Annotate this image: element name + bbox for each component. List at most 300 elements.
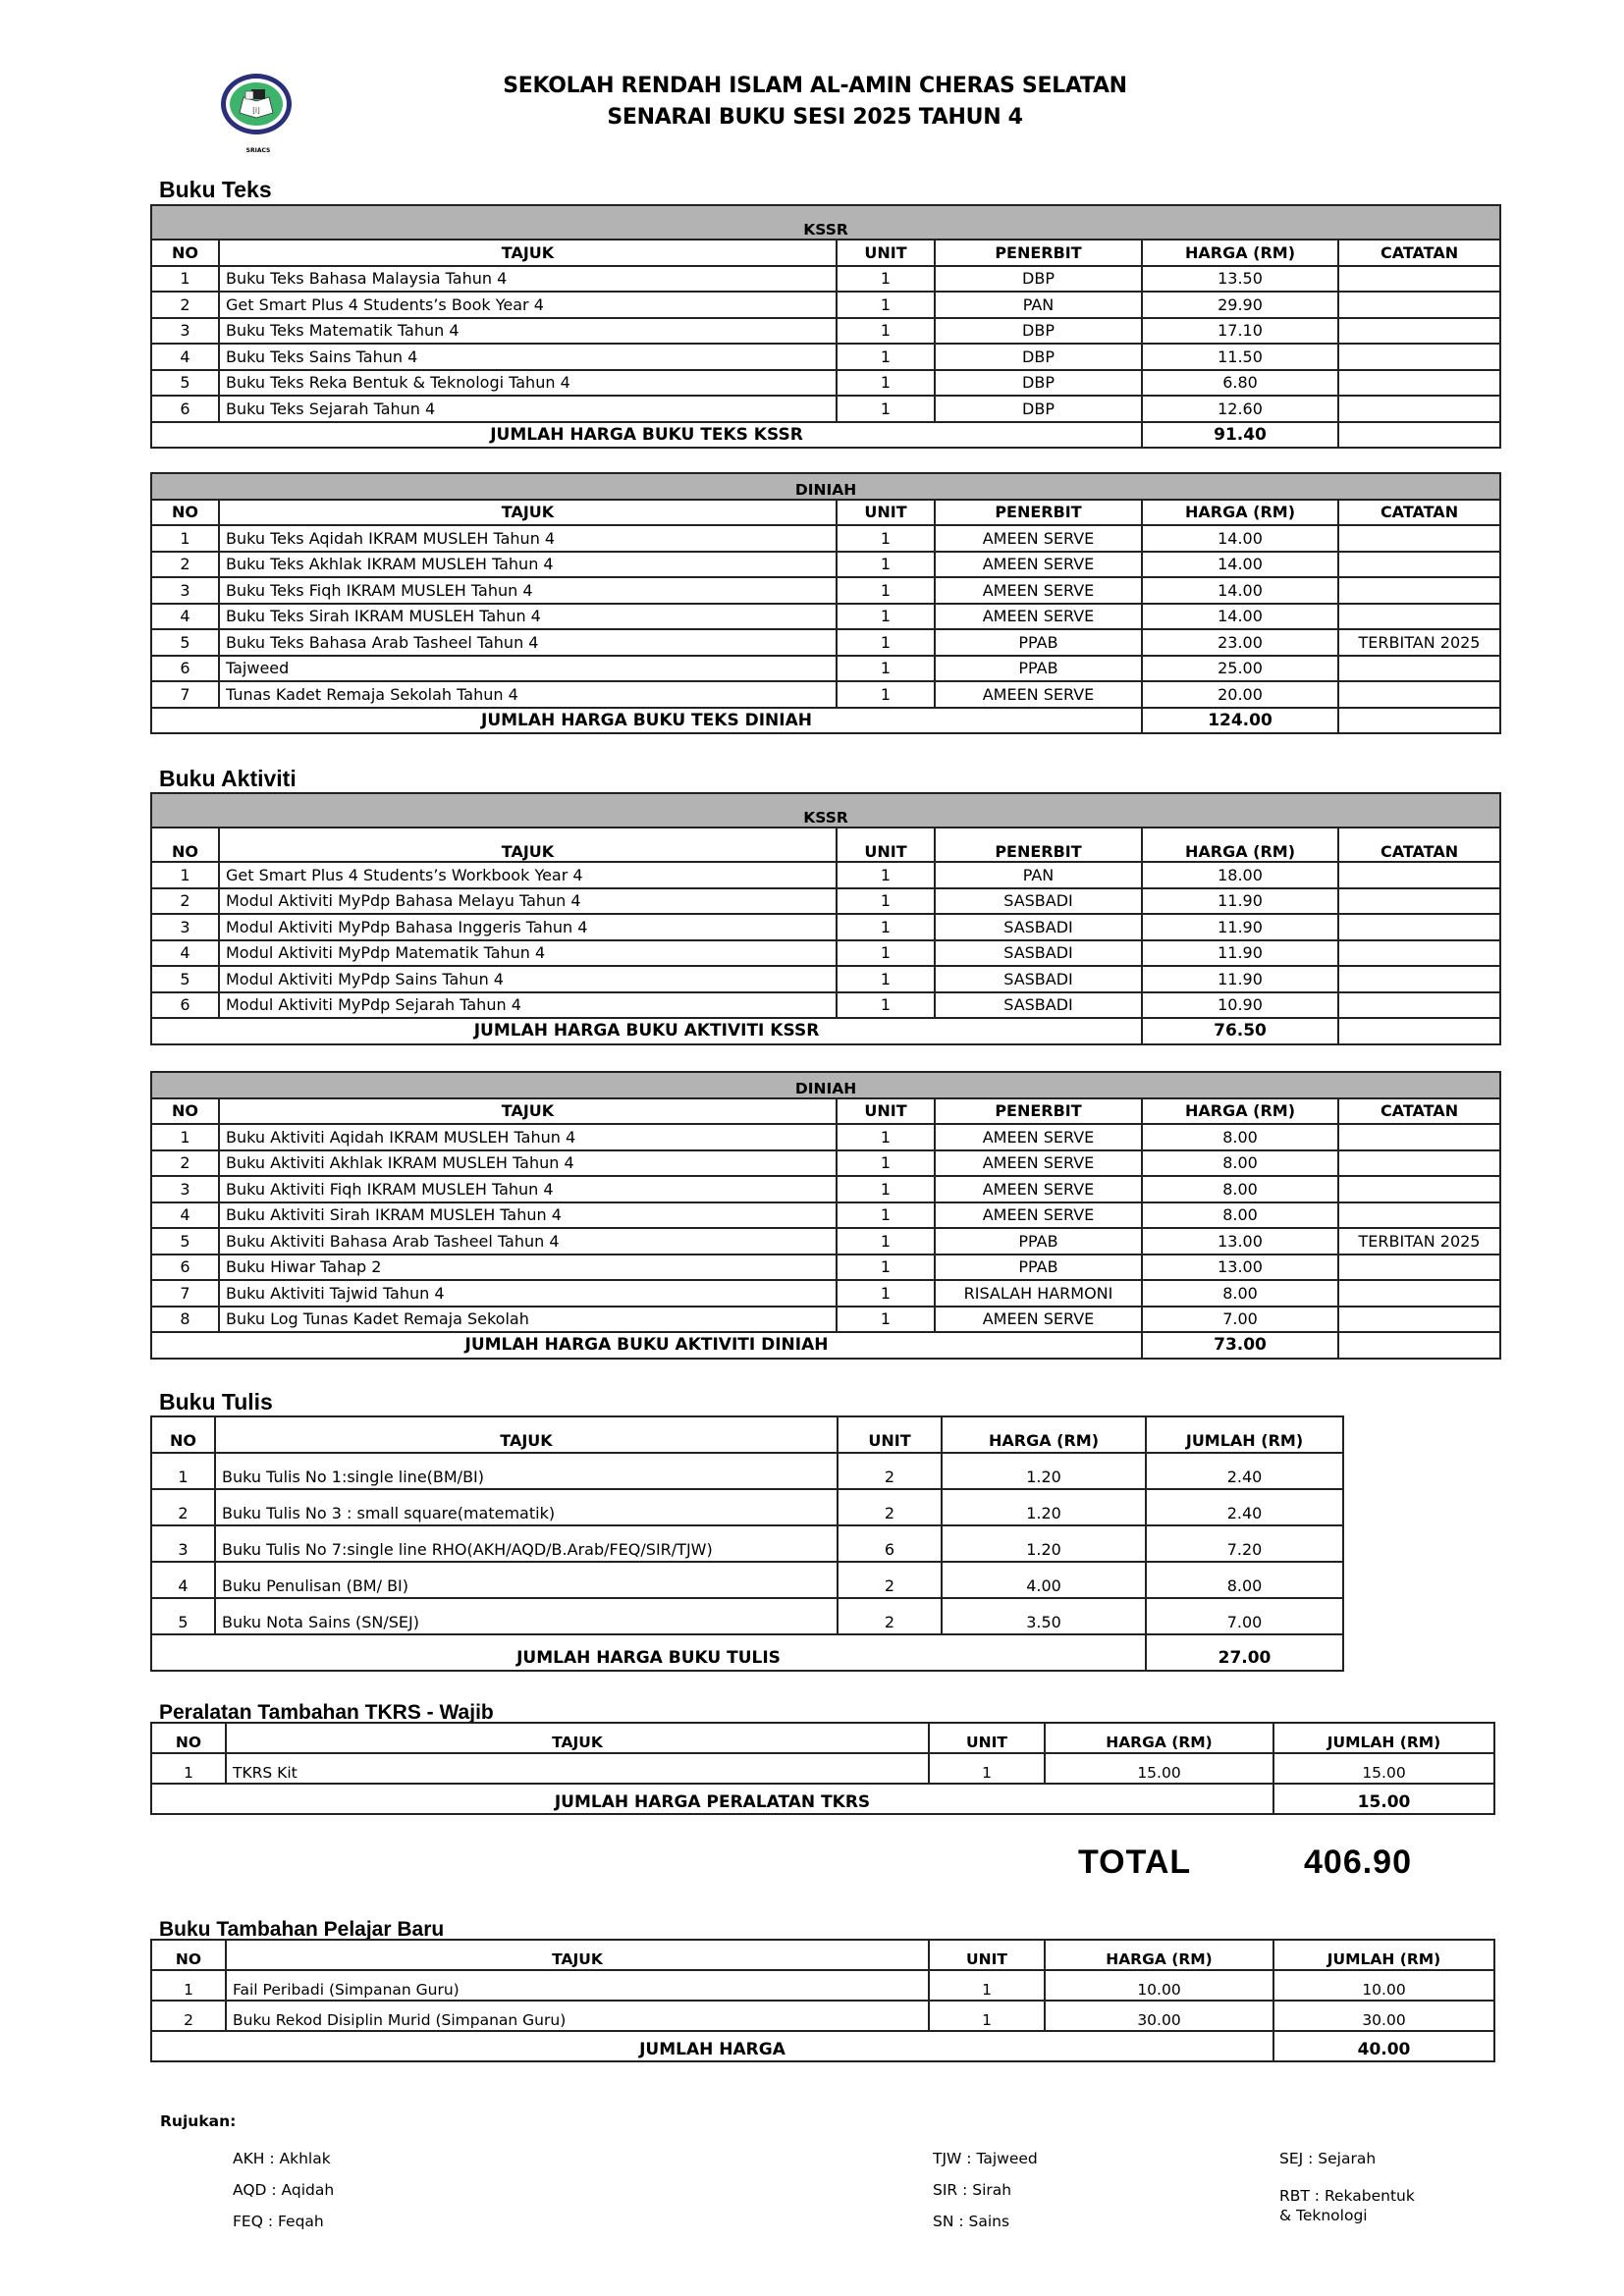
cell-no: 3 [151,318,219,345]
col-catatan: CATATAN [1338,240,1500,266]
cell-penerbit: DBP [935,396,1142,422]
cell-no: 4 [151,940,219,967]
cell-no: 1 [151,1753,226,1784]
cell-tajuk: Buku Teks Matematik Tahun 4 [219,318,837,345]
cell-catatan [1338,1255,1500,1281]
cell-unit: 1 [837,318,935,345]
table-row [151,1753,1494,1784]
cell-no: 6 [151,656,219,682]
cell-penerbit: SASBADI [935,992,1142,1019]
band-kssr: KSSR [151,205,1500,240]
cell-no: 2 [151,552,219,578]
table-row [151,344,1500,370]
table-row [151,1176,1500,1202]
empty-cell [1338,1018,1500,1044]
cell-catatan: TERBITAN 2025 [1338,629,1500,656]
cell-harga: 8.00 [1142,1124,1338,1150]
cell-penerbit: AMEEN SERVE [935,1202,1142,1229]
col-unit: UNIT [837,500,935,526]
cell-catatan [1338,862,1500,888]
table-row [151,629,1500,656]
cell-unit: 1 [837,681,935,708]
cell-unit: 6 [838,1525,942,1562]
total-value: 91.40 [1142,422,1338,449]
cell-harga: 12.60 [1142,396,1338,422]
cell-no: 1 [151,1970,226,2001]
cell-penerbit: PPAB [935,1228,1142,1255]
cell-no: 1 [151,266,219,293]
cell-jumlah: 2.40 [1146,1489,1343,1525]
cell-unit: 1 [837,1176,935,1202]
school-name: SEKOLAH RENDAH ISLAM AL-AMIN CHERAS SELATAN [503,74,1127,98]
total-label: JUMLAH HARGA BUKU AKTIVITI KSSR [151,1018,1142,1044]
rujukan-item: & Teknologi [1279,2207,1368,2224]
cell-catatan [1338,1124,1500,1150]
rujukan-col2 [933,2143,1038,2237]
cell-no: 3 [151,1525,215,1562]
cell-penerbit: AMEEN SERVE [935,681,1142,708]
cell-unit: 1 [929,1753,1045,1784]
cell-catatan: TERBITAN 2025 [1338,1228,1500,1255]
cell-jumlah: 30.00 [1273,2001,1494,2031]
table-row [151,681,1500,708]
table-row [151,1228,1500,1255]
cell-tajuk: Buku Aktiviti Akhlak IKRAM MUSLEH Tahun 4 [219,1150,837,1177]
col-harga: HARGA (RM) [1045,1723,1273,1753]
table-buku-aktiviti-kssr [150,792,1501,1045]
cell-unit: 1 [837,992,935,1019]
table-row [151,370,1500,397]
col-unit: UNIT [929,1940,1045,1970]
table-row [151,552,1500,578]
cell-penerbit: PPAB [935,1255,1142,1281]
col-no: NO [151,1940,226,1970]
table-row [151,1489,1343,1525]
cell-unit: 1 [837,940,935,967]
cell-catatan [1338,1150,1500,1177]
cell-harga: 1.20 [942,1453,1146,1489]
cell-tajuk: Fail Peribadi (Simpanan Guru) [226,1970,929,2001]
school-crest-icon [218,72,295,148]
rujukan-title: Rujukan: [160,2112,237,2130]
band-diniah: DINIAH [151,473,1500,500]
cell-unit: 2 [838,1489,942,1525]
cell-jumlah: 2.40 [1146,1453,1343,1489]
table-row [151,577,1500,604]
cell-tajuk: Buku Nota Sains (SN/SEJ) [215,1598,838,1634]
cell-harga: 14.00 [1142,577,1338,604]
cell-no: 6 [151,396,219,422]
cell-catatan [1338,577,1500,604]
table-row [151,862,1500,888]
rujukan-item: SIR : Sirah [933,2181,1012,2199]
cell-no: 4 [151,1202,219,1229]
cell-catatan [1338,266,1500,293]
col-harga: HARGA (RM) [1045,1940,1273,1970]
cell-no: 2 [151,1150,219,1177]
table-row [151,318,1500,345]
cell-tajuk: Buku Teks Sains Tahun 4 [219,344,837,370]
cell-harga: 13.00 [1142,1228,1338,1255]
table-buku-aktiviti-diniah [150,1071,1501,1360]
section-title-buku-teks: Buku Teks [159,177,272,202]
cell-tajuk: Buku Aktiviti Sirah IKRAM MUSLEH Tahun 4 [219,1202,837,1229]
rujukan-item: FEQ : Feqah [233,2213,324,2230]
cell-tajuk: Buku Aktiviti Tajwid Tahun 4 [219,1280,837,1307]
cell-penerbit: AMEEN SERVE [935,1124,1142,1150]
col-penerbit: PENERBIT [935,240,1142,266]
col-no: NO [151,1098,219,1125]
band-diniah: DINIAH [151,1072,1500,1098]
cell-catatan [1338,396,1500,422]
cell-penerbit: PPAB [935,629,1142,656]
cell-harga: 17.10 [1142,318,1338,345]
grand-total-label: TOTAL [1078,1843,1192,1881]
cell-penerbit: AMEEN SERVE [935,1150,1142,1177]
cell-harga: 13.50 [1142,266,1338,293]
cell-unit: 1 [837,888,935,915]
cell-unit: 1 [929,1970,1045,2001]
cell-harga: 11.90 [1142,966,1338,992]
col-no: NO [151,1723,226,1753]
table-row [151,604,1500,630]
col-tajuk: TAJUK [226,1940,929,1970]
cell-catatan [1338,1280,1500,1307]
cell-no: 6 [151,992,219,1019]
cell-catatan [1338,292,1500,318]
cell-harga: 7.00 [1142,1307,1338,1333]
cell-tajuk: Buku Teks Sirah IKRAM MUSLEH Tahun 4 [219,604,837,630]
cell-harga: 18.00 [1142,862,1338,888]
cell-harga: 15.00 [1045,1753,1273,1784]
table-row [151,888,1500,915]
cell-harga: 23.00 [1142,629,1338,656]
total-value: 15.00 [1273,1784,1494,1814]
col-tajuk: TAJUK [226,1723,929,1753]
cell-tajuk: Buku Aktiviti Aqidah IKRAM MUSLEH Tahun 4 [219,1124,837,1150]
total-label: JUMLAH HARGA BUKU TEKS KSSR [151,422,1142,449]
cell-no: 6 [151,1255,219,1281]
cell-unit: 1 [837,914,935,940]
table-tambahan [150,1939,1495,2062]
cell-harga: 14.00 [1142,552,1338,578]
cell-catatan [1338,525,1500,552]
cell-tajuk: Buku Aktiviti Fiqh IKRAM MUSLEH Tahun 4 [219,1176,837,1202]
cell-catatan [1338,318,1500,345]
cell-tajuk: Buku Hiwar Tahap 2 [219,1255,837,1281]
total-value: 76.50 [1142,1018,1338,1044]
col-tajuk: TAJUK [219,1098,837,1125]
cell-tajuk: Modul Aktiviti MyPdp Bahasa Inggeris Tahun 4 [219,914,837,940]
cell-no: 5 [151,370,219,397]
cell-harga: 8.00 [1142,1202,1338,1229]
col-tajuk: TAJUK [219,828,837,862]
cell-unit: 1 [837,862,935,888]
total-label: JUMLAH HARGA BUKU TULIS [151,1634,1146,1671]
cell-tajuk: Buku Teks Reka Bentuk & Teknologi Tahun 4 [219,370,837,397]
table-row [151,1307,1500,1333]
cell-no: 3 [151,914,219,940]
col-penerbit: PENERBIT [935,1098,1142,1125]
total-label: JUMLAH HARGA [151,2031,1273,2061]
col-penerbit: PENERBIT [935,500,1142,526]
cell-penerbit: DBP [935,344,1142,370]
table-row [151,1124,1500,1150]
cell-catatan [1338,914,1500,940]
cell-no: 3 [151,1176,219,1202]
svg-text:[ا]: [ا] [252,107,260,115]
cell-no: 4 [151,604,219,630]
col-jumlah: JUMLAH (RM) [1273,1723,1494,1753]
cell-tajuk: Buku Penulisan (BM/ BI) [215,1562,838,1598]
col-no: NO [151,500,219,526]
cell-no: 2 [151,888,219,915]
table-row [151,1280,1500,1307]
rujukan-col3 [1279,2143,1415,2225]
cell-penerbit: RISALAH HARMONI [935,1280,1142,1307]
cell-unit: 1 [837,656,935,682]
cell-unit: 1 [837,1280,935,1307]
col-unit: UNIT [837,1098,935,1125]
rujukan-item: AKH : Akhlak [233,2150,331,2167]
cell-harga: 4.00 [942,1562,1146,1598]
col-unit: UNIT [837,828,935,862]
cell-harga: 1.20 [942,1489,1146,1525]
cell-no: 4 [151,1562,215,1598]
cell-tajuk: Buku Teks Fiqh IKRAM MUSLEH Tahun 4 [219,577,837,604]
cell-unit: 2 [838,1598,942,1634]
cell-harga: 20.00 [1142,681,1338,708]
col-catatan: CATATAN [1338,1098,1500,1125]
cell-catatan [1338,888,1500,915]
empty-cell [1338,1332,1500,1359]
total-label: JUMLAH HARGA PERALATAN TKRS [151,1784,1273,1814]
table-row [151,914,1500,940]
cell-no: 2 [151,1489,215,1525]
rujukan-item: RBT : Rekabentuk [1279,2187,1415,2205]
cell-unit: 1 [837,604,935,630]
cell-no: 3 [151,577,219,604]
section-title-buku-aktiviti: Buku Aktiviti [159,766,297,791]
rujukan-col1 [233,2143,334,2237]
cell-catatan [1338,370,1500,397]
cell-no: 1 [151,1453,215,1489]
col-catatan: CATATAN [1338,500,1500,526]
cell-harga: 13.00 [1142,1255,1338,1281]
section-title-tkrs: Peralatan Tambahan TKRS - Wajib [159,1701,494,1724]
table-row [151,1453,1343,1489]
col-tajuk: TAJUK [219,500,837,526]
col-no: NO [151,828,219,862]
cell-catatan [1338,940,1500,967]
table-tkrs [150,1722,1495,1815]
table-row [151,525,1500,552]
cell-unit: 1 [837,629,935,656]
rujukan-item: TJW : Tajweed [933,2150,1038,2167]
table-row [151,1255,1500,1281]
rujukan-item: SEJ : Sejarah [1279,2150,1377,2167]
col-no: NO [151,240,219,266]
cell-tajuk: Buku Teks Akhlak IKRAM MUSLEH Tahun 4 [219,552,837,578]
total-value: 27.00 [1146,1634,1343,1671]
cell-penerbit: AMEEN SERVE [935,1307,1142,1333]
cell-unit: 1 [837,966,935,992]
cell-unit: 1 [837,1150,935,1177]
cell-tajuk: Modul Aktiviti MyPdp Bahasa Melayu Tahun 4 [219,888,837,915]
cell-harga: 29.90 [1142,292,1338,318]
cell-unit: 1 [837,1307,935,1333]
col-jumlah: JUMLAH (RM) [1146,1416,1343,1453]
cell-unit: 1 [837,1255,935,1281]
col-harga: HARGA (RM) [1142,240,1338,266]
cell-unit: 2 [838,1562,942,1598]
cell-no: 7 [151,681,219,708]
cell-no: 8 [151,1307,219,1333]
cell-no: 1 [151,1124,219,1150]
cell-no: 5 [151,629,219,656]
cell-tajuk: Buku Tulis No 7:single line RHO(AKH/AQD/B.Arab/FEQ/SIR/TJW) [215,1525,838,1562]
total-label: JUMLAH HARGA BUKU AKTIVITI DINIAH [151,1332,1142,1359]
total-value: 124.00 [1142,708,1338,734]
cell-no: 5 [151,1598,215,1634]
table-row [151,1562,1343,1598]
cell-harga: 8.00 [1142,1150,1338,1177]
cell-tajuk: Tunas Kadet Remaja Sekolah Tahun 4 [219,681,837,708]
cell-unit: 1 [837,525,935,552]
cell-jumlah: 15.00 [1273,1753,1494,1784]
cell-no: 1 [151,525,219,552]
cell-harga: 11.90 [1142,888,1338,915]
col-harga: HARGA (RM) [942,1416,1146,1453]
cell-tajuk: Buku Teks Sejarah Tahun 4 [219,396,837,422]
table-row [151,656,1500,682]
cell-penerbit: SASBADI [935,966,1142,992]
rujukan-item: AQD : Aqidah [233,2181,335,2199]
col-tajuk: TAJUK [219,240,837,266]
cell-jumlah: 10.00 [1273,1970,1494,2001]
cell-jumlah: 7.00 [1146,1598,1343,1634]
cell-unit: 1 [837,266,935,293]
cell-penerbit: SASBADI [935,914,1142,940]
cell-catatan [1338,1307,1500,1333]
table-row [151,1598,1343,1634]
table-buku-tulis [150,1415,1344,1672]
cell-catatan [1338,681,1500,708]
page-title [324,71,1306,133]
cell-unit: 1 [837,1124,935,1150]
cell-harga: 30.00 [1045,2001,1273,2031]
cell-penerbit: AMEEN SERVE [935,552,1142,578]
cell-harga: 8.00 [1142,1280,1338,1307]
cell-tajuk: Tajweed [219,656,837,682]
cell-tajuk: Buku Tulis No 3 : small square(matematik) [215,1489,838,1525]
page-subtitle: SENARAI BUKU SESI 2025 TAHUN 4 [607,105,1023,130]
cell-tajuk: Modul Aktiviti MyPdp Sains Tahun 4 [219,966,837,992]
cell-jumlah: 7.20 [1146,1525,1343,1562]
cell-tajuk: Buku Teks Bahasa Malaysia Tahun 4 [219,266,837,293]
table-row [151,292,1500,318]
table-row [151,1525,1343,1562]
cell-penerbit: AMEEN SERVE [935,1176,1142,1202]
cell-unit: 1 [837,292,935,318]
cell-jumlah: 8.00 [1146,1562,1343,1598]
cell-harga: 14.00 [1142,525,1338,552]
rujukan-item: SN : Sains [933,2213,1010,2230]
cell-harga: 6.80 [1142,370,1338,397]
cell-catatan [1338,1176,1500,1202]
cell-catatan [1338,344,1500,370]
cell-no: 1 [151,862,219,888]
total-label: JUMLAH HARGA BUKU TEKS DINIAH [151,708,1142,734]
total-value: 73.00 [1142,1332,1338,1359]
cell-unit: 1 [837,396,935,422]
cell-tajuk: Buku Log Tunas Kadet Remaja Sekolah [219,1307,837,1333]
cell-penerbit: DBP [935,318,1142,345]
cell-no: 5 [151,966,219,992]
col-unit: UNIT [837,240,935,266]
col-harga: HARGA (RM) [1142,1098,1338,1125]
col-penerbit: PENERBIT [935,828,1142,862]
table-row [151,396,1500,422]
cell-catatan [1338,966,1500,992]
cell-no: 5 [151,1228,219,1255]
cell-unit: 1 [837,370,935,397]
band-kssr: KSSR [151,793,1500,828]
section-title-buku-tulis: Buku Tulis [159,1389,273,1415]
cell-penerbit: PAN [935,292,1142,318]
cell-tajuk: Get Smart Plus 4 Students’s Book Year 4 [219,292,837,318]
col-catatan: CATATAN [1338,828,1500,862]
col-unit: UNIT [838,1416,942,1453]
cell-catatan [1338,552,1500,578]
cell-tajuk: Buku Aktiviti Bahasa Arab Tasheel Tahun 4 [219,1228,837,1255]
table-row [151,1202,1500,1229]
table-row [151,2001,1494,2031]
cell-harga: 8.00 [1142,1176,1338,1202]
cell-no: 2 [151,292,219,318]
cell-penerbit: PAN [935,862,1142,888]
cell-penerbit: PPAB [935,656,1142,682]
cell-tajuk: Modul Aktiviti MyPdp Sejarah Tahun 4 [219,992,837,1019]
col-no: NO [151,1416,215,1453]
cell-penerbit: DBP [935,370,1142,397]
cell-harga: 10.90 [1142,992,1338,1019]
cell-unit: 1 [837,1202,935,1229]
cell-no: 4 [151,344,219,370]
col-unit: UNIT [929,1723,1045,1753]
cell-harga: 11.90 [1142,914,1338,940]
table-row [151,966,1500,992]
table-buku-teks-kssr [150,204,1501,449]
cell-penerbit: AMEEN SERVE [935,604,1142,630]
col-tajuk: TAJUK [215,1416,838,1453]
cell-harga: 10.00 [1045,1970,1273,2001]
cell-harga: 11.90 [1142,940,1338,967]
total-value: 40.00 [1273,2031,1494,2061]
cell-penerbit: SASBADI [935,940,1142,967]
table-buku-teks-diniah [150,472,1501,734]
empty-cell [1338,708,1500,734]
logo-caption: SRIACS [245,147,271,154]
cell-unit: 1 [837,577,935,604]
cell-unit: 1 [837,344,935,370]
cell-harga: 3.50 [942,1598,1146,1634]
table-row [151,1150,1500,1177]
table-row [151,266,1500,293]
cell-harga: 11.50 [1142,344,1338,370]
cell-no: 7 [151,1280,219,1307]
col-jumlah: JUMLAH (RM) [1273,1940,1494,1970]
